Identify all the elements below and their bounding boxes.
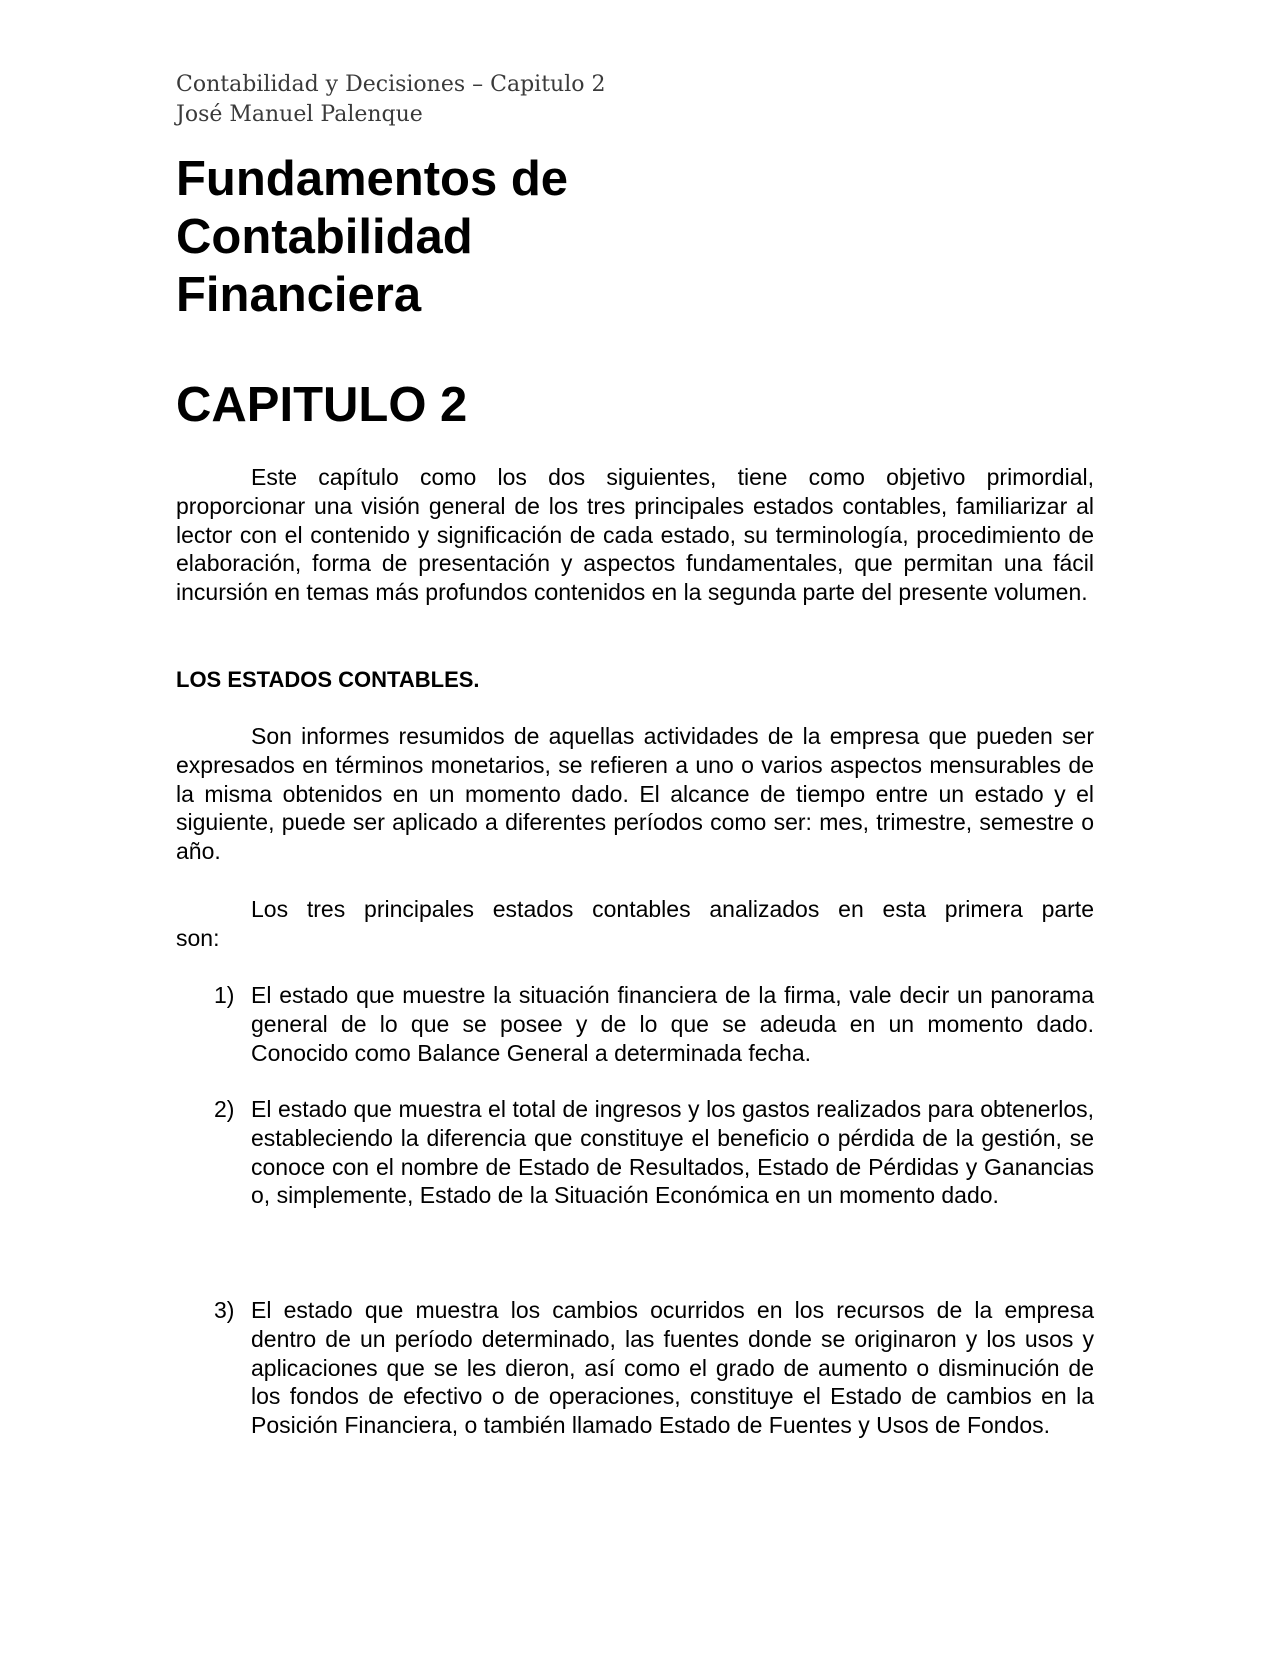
list-item <box>176 1296 1094 1440</box>
list-item-text: El estado que muestra el total de ingresos y los gastos realizados para obtenerlos, estableciendo la diferencia que constituye el beneficio o pérdida de la gestión, se conoce con el nombre de Estado de Resultados, Estado de Pérdidas y Ganancias o, simplemente, Estado de la Situación Económica en un momento dado. <box>251 1096 1094 1209</box>
list-item-text: El estado que muestra los cambios ocurridos en los recursos de la empresa dentro de un período determinado, las fuentes donde se originaron y los usos y aplicaciones que se les dieron, así como el grado de aumento o disminución de los fondos de efectivo o de operaciones, constituye el Estado de cambios en la Posición Financiera, o también llamado Estado de Fuentes y Usos de Fondos. <box>251 1297 1094 1439</box>
running-header <box>176 70 606 130</box>
header-author-line: José Manuel Palenque <box>176 102 423 127</box>
intro-paragraph: Este capítulo como los dos siguientes, tiene como objetivo primordial, proporcionar una visión general de los tres principales estados contables, familiarizar al lector con el contenido y significación de cada estado, su terminología, procedimiento de elaboración, forma de presentación y aspectos fundamentales, que permitan una fácil incursión en temas más profundos contenidos en la segunda parte del presente volumen. <box>176 464 1094 606</box>
section-paragraph-2-tail: son: <box>176 925 220 951</box>
title-line-1: Fundamentos de <box>176 152 569 206</box>
list-item <box>176 1095 1094 1210</box>
list-item-number: 3) <box>214 1297 235 1323</box>
chapter-heading: CAPITULO 2 <box>176 378 468 432</box>
header-book-line: Contabilidad y Decisiones – Capitulo 2 <box>176 72 606 97</box>
document-title <box>176 150 568 324</box>
list-item-text: El estado que muestre la situación financiera de la firma, vale decir un panorama general de lo que se posee y de lo que se adeuda en un momento dado. Conocido como Balance General a determinada fecha. <box>251 982 1094 1066</box>
title-line-2: Contabilidad <box>176 210 473 264</box>
list-item <box>176 981 1094 1067</box>
list-item-number: 1) <box>214 982 235 1008</box>
list-item-number: 2) <box>214 1096 235 1122</box>
title-line-3: Financiera <box>176 268 422 322</box>
section-paragraph-2: Los tres principales estados contables analizados en esta primera parte <box>251 896 1094 922</box>
section-paragraph-1: Son informes resumidos de aquellas actividades de la empresa que pueden ser expresados en términos monetarios, se refieren a uno o varios aspectos mensurables de la misma obtenidos en un momento dado. El alcance de tiempo entre un estado y el siguiente, puede ser aplicado a diferentes períodos como ser: mes, trimestre, semestre o año. <box>176 723 1094 865</box>
section-heading: LOS ESTADOS CONTABLES. <box>176 667 480 692</box>
